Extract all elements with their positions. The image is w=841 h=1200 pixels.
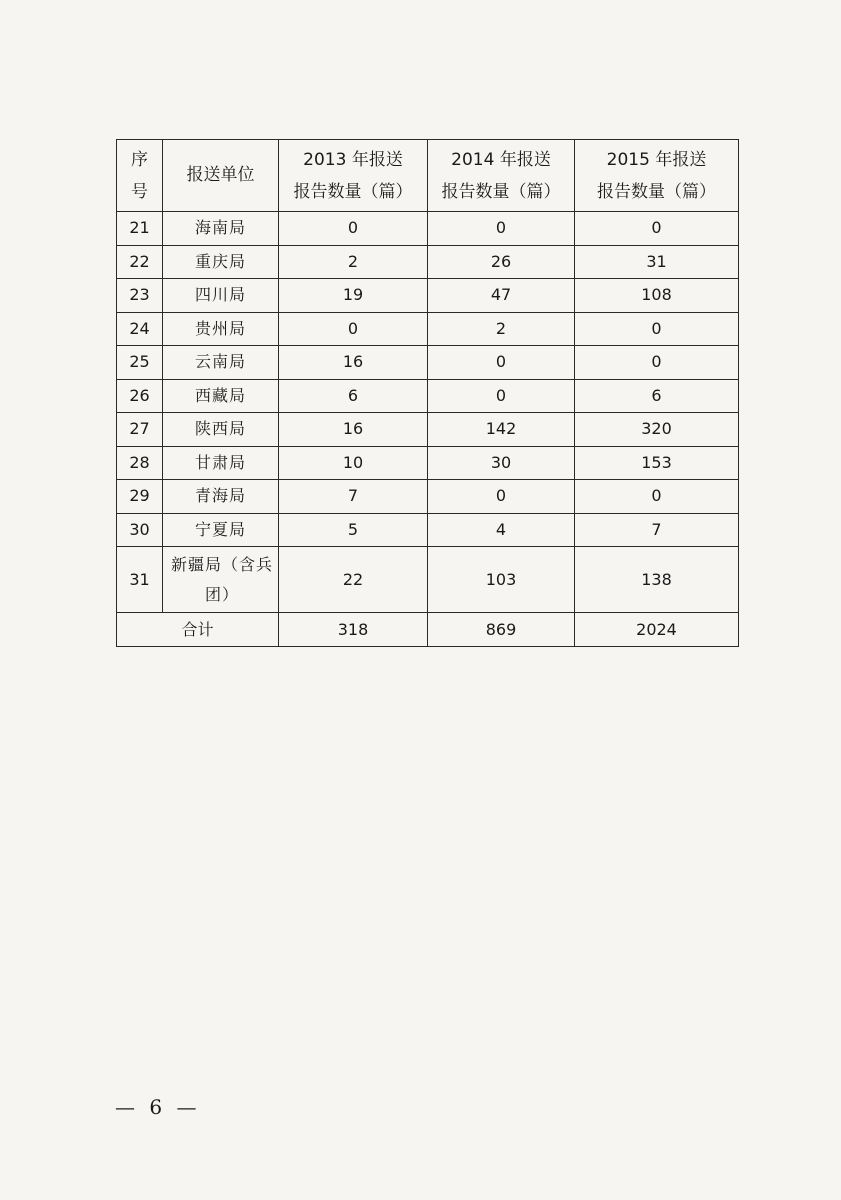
cell-unit: 海南局	[163, 212, 279, 246]
table-row	[117, 212, 739, 246]
table-row	[117, 413, 739, 447]
header-seq-line1: 序	[131, 149, 148, 170]
cell-2014: 0	[428, 379, 575, 413]
cell-2015: 31	[575, 245, 739, 279]
header-2014-line1: 2014 年报送	[451, 149, 551, 170]
header-seq	[117, 140, 163, 212]
cell-2015: 0	[575, 312, 739, 346]
cell-seq: 26	[117, 379, 163, 413]
header-unit: 报送单位	[163, 140, 279, 212]
cell-unit: 云南局	[163, 346, 279, 380]
cell-2015: 0	[575, 480, 739, 514]
header-2015	[575, 140, 739, 212]
cell-2014: 30	[428, 446, 575, 480]
table-row	[117, 513, 739, 547]
table-row	[117, 480, 739, 514]
table-row	[117, 245, 739, 279]
cell-2015: 7	[575, 513, 739, 547]
table-row	[117, 312, 739, 346]
header-2014-line2: 报告数量（篇）	[441, 181, 561, 202]
cell-seq: 22	[117, 245, 163, 279]
cell-seq: 21	[117, 212, 163, 246]
cell-2013: 5	[279, 513, 428, 547]
cell-2014: 47	[428, 279, 575, 313]
cell-2014: 103	[428, 547, 575, 613]
cell-unit: 贵州局	[163, 312, 279, 346]
cell-seq: 28	[117, 446, 163, 480]
cell-seq: 29	[117, 480, 163, 514]
cell-2015: 320	[575, 413, 739, 447]
cell-unit: 重庆局	[163, 245, 279, 279]
cell-unit: 宁夏局	[163, 513, 279, 547]
cell-2015: 6	[575, 379, 739, 413]
table-row	[117, 446, 739, 480]
cell-2014: 0	[428, 346, 575, 380]
cell-seq: 30	[117, 513, 163, 547]
cell-unit	[163, 547, 279, 613]
cell-2013: 7	[279, 480, 428, 514]
cell-2013: 0	[279, 312, 428, 346]
cell-seq: 31	[117, 547, 163, 613]
cell-unit-text: 新疆局（含兵团）	[170, 554, 273, 604]
cell-seq: 27	[117, 413, 163, 447]
cell-2013: 19	[279, 279, 428, 313]
cell-2015: 138	[575, 547, 739, 613]
cell-2014: 0	[428, 480, 575, 514]
table-row	[117, 547, 739, 613]
total-2015: 2024	[575, 613, 739, 647]
cell-2014: 4	[428, 513, 575, 547]
header-2013	[279, 140, 428, 212]
header-seq-line2: 号	[131, 181, 148, 202]
header-2015-line1: 2015 年报送	[606, 149, 707, 170]
cell-unit: 陕西局	[163, 413, 279, 447]
table-row	[117, 346, 739, 380]
cell-seq: 25	[117, 346, 163, 380]
table-total-row	[117, 613, 739, 647]
table-header-row	[117, 140, 739, 212]
cell-2014: 142	[428, 413, 575, 447]
cell-unit: 四川局	[163, 279, 279, 313]
cell-2013: 10	[279, 446, 428, 480]
cell-unit: 甘肃局	[163, 446, 279, 480]
cell-2014: 26	[428, 245, 575, 279]
cell-2015: 0	[575, 212, 739, 246]
page-number: — 6 —	[115, 1095, 201, 1119]
cell-2013: 0	[279, 212, 428, 246]
header-2013-line1: 2013 年报送	[303, 149, 403, 170]
total-2013: 318	[279, 613, 428, 647]
total-2014: 869	[428, 613, 575, 647]
cell-2015: 153	[575, 446, 739, 480]
header-2015-line2: 报告数量（篇）	[597, 181, 716, 202]
header-2014	[428, 140, 575, 212]
header-2013-line2: 报告数量（篇）	[293, 181, 413, 202]
cell-2013: 16	[279, 346, 428, 380]
cell-2015: 0	[575, 346, 739, 380]
cell-seq: 23	[117, 279, 163, 313]
cell-2015: 108	[575, 279, 739, 313]
cell-2014: 0	[428, 212, 575, 246]
table-row	[117, 379, 739, 413]
cell-seq: 24	[117, 312, 163, 346]
cell-2013: 2	[279, 245, 428, 279]
cell-unit: 青海局	[163, 480, 279, 514]
cell-unit: 西藏局	[163, 379, 279, 413]
total-label: 合计	[117, 613, 279, 647]
cell-2013: 22	[279, 547, 428, 613]
cell-2013: 6	[279, 379, 428, 413]
table-row	[117, 279, 739, 313]
cell-2014: 2	[428, 312, 575, 346]
cell-2013: 16	[279, 413, 428, 447]
report-statistics-table	[116, 139, 739, 647]
